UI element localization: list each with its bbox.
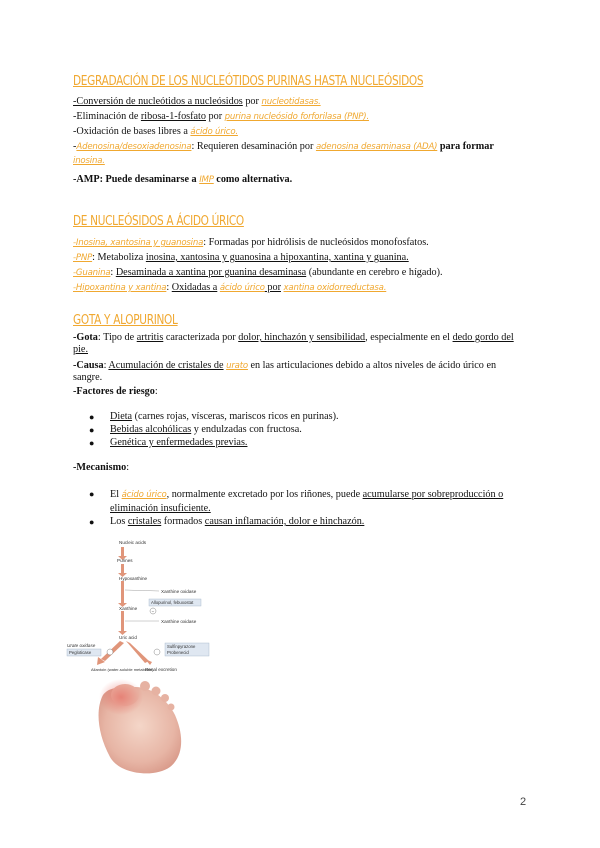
inhibit-symbol-2 (107, 649, 113, 655)
inhibit-symbol-3 (154, 649, 160, 655)
line-adenosina: -Adenosina/desoxiadenosina: Requieren desaminación por adenosina desaminasa (ADA) para formar (73, 141, 494, 152)
drug-allopurinol: Allopurinol, febuxostat (151, 600, 194, 605)
bullet-dot: ● (89, 517, 95, 527)
page-number: 2 (520, 796, 527, 808)
section-title-nucleosidos: DE NUCLEÓSIDOS A ÁCIDO ÚRICO (73, 213, 244, 229)
line-pnp: -PNP: Metaboliza inosina, xantosina y guanosina a hipoxantina, xantina y guanina. (73, 252, 409, 263)
section-title-degradacion: DEGRADACIÓN DE LOS NUCLEÓTIDOS PURINAS HASTA NUCLEÓSIDOS (73, 73, 424, 89)
bullet-dot: ● (89, 412, 95, 422)
inflamed-foot-illustration (99, 679, 182, 773)
factores-title: -Factores de riesgo: (73, 386, 158, 397)
line-guanina: -Guanina: Desaminada a xantina por guanina desaminasa (abundante en cerebro e hígado). (73, 267, 443, 278)
mecanismo-title: -Mecanismo: (73, 462, 130, 473)
line-amp: -AMP: Puede desaminarse a IMP como alternativa. (73, 174, 293, 185)
node-purines: Purines (117, 558, 133, 563)
node-renal-excretion: Renal excretion (145, 667, 177, 672)
line-eliminacion: -Eliminación de ribosa-1-fosfato por purina nucleósido forforilasa (PNP). (73, 111, 369, 122)
line-conversion: -Conversión de nucleótidos a nucleósidos por nucleotidasas. (73, 96, 321, 107)
inhibit-symbol-text: − (151, 608, 155, 614)
node-allantoin: Allantoin (water-soluble metabolite) (91, 667, 154, 672)
enzyme-urate-oxidase: Urate oxidase (67, 643, 96, 648)
bullet-dot: ● (89, 425, 95, 435)
paragraph-gota: -Gota: Tipo de artritis caracterizada por dolor, hinchazón y sensibilidad, especialmente en el dedo gordo del pie. (73, 332, 514, 355)
bullet-dot: ● (89, 438, 95, 448)
drug-pegloticase: Pegloticase (69, 650, 92, 655)
line-inosina: inosina. (73, 156, 105, 166)
node-xanthine: Xanthine (119, 606, 138, 611)
drug-probenecid: Probenecid (167, 650, 189, 655)
enzyme-xanthine-oxidase-2: Xanthine oxidase (161, 619, 197, 624)
document-page: DEGRADACIÓN DE LOS NUCLEÓTIDOS PURINAS HASTA NUCLEÓSIDOS -Conversión de nucleótidos a nucleósidos por nucleotidasas. -Eliminación de ribosa-1-fosfato por purina nucleósido forforilasa (PNP). -Oxidación de bases libres a ácido úrico. -Adenosina/desoxiadenosina: Requieren desaminación por adenosina desaminasa (ADA) para formar inosina. -AMP: Puede desaminarse a IMP como alternativa. DE NUCLEÓSIDOS A ÁCIDO ÚRICO -Inosina, xantosina y guanosina: Formadas por hidrólisis de nucleósidos monofosfatos. -PNP: Metaboliza inosina, xantosina y guanosina a hipoxantina, xantina y guanina. -Guanina: Desaminada a xantina por guanina desaminasa (abundante en cerebro e hígado). -Hipoxantina y xantina: Oxidadas a ácido úrico por xantina oxidorreductasa. GOTA Y ALOPURINOL -Gota: Tipo de artritis caracterizada por dolor, hinchazón y sensibilidad, especialmente en el dedo gordo del pie. -Causa: Acumulación de cristales de urato en las articulaciones debido a altos niveles de ácido úrico en sangre. -Factores de riesgo: ● Dieta (carnes rojas, vísceras, mariscos ricos en purinas). ● Bebidas alcohólicas y endulzadas con fructosa. ● Genética y enfermedades previas. -Mecanismo: ● El ácido úrico, normalmente excretado por los riñones, puede acumularse por sobreproducción o eliminación insuficiente. ● Los cristales formados causan inflamación, dolor e hinchazón. Nucleic acids Purines Hypoxanthine Xanthine Uric acid Allantoin (water-soluble metabolite) Renal excretion Xanthine oxidase Allopurinol, febuxostat − Xanthine oxidase Urate oxidase Pegloticase Sulfinpyrazone Probenecid 2 (67, 73, 527, 808)
section-title-gota: GOTA Y ALOPURINOL (73, 312, 178, 328)
uric-acid-pathway-figure (65, 535, 225, 780)
paragraph-causa: -Causa: Acumulación de cristales de urato en las articulaciones debido a altos niveles de ácido úrico en sangre. (73, 360, 497, 383)
node-uric-acid: Uric acid (119, 635, 137, 640)
enzyme-xanthine-oxidase: Xanthine oxidase (161, 589, 197, 594)
bullet-dot: ● (89, 489, 95, 499)
line-hipoxantina: -Hipoxantina y xantina: Oxidadas a ácido úrico por xantina oxidorreductasa. (73, 282, 387, 293)
node-hypoxanthine: Hypoxanthine (119, 576, 148, 581)
drug-sulfinpyrazone: Sulfinpyrazone (167, 644, 196, 649)
line-oxidacion: -Oxidación de bases libres a ácido úrico. (73, 126, 238, 137)
line-inosina-xantosina: -Inosina, xantosina y guanosina: Formadas por hidrólisis de nucleósidos monofosfatos. (73, 237, 429, 248)
node-nucleic-acids: Nucleic acids (119, 540, 147, 545)
